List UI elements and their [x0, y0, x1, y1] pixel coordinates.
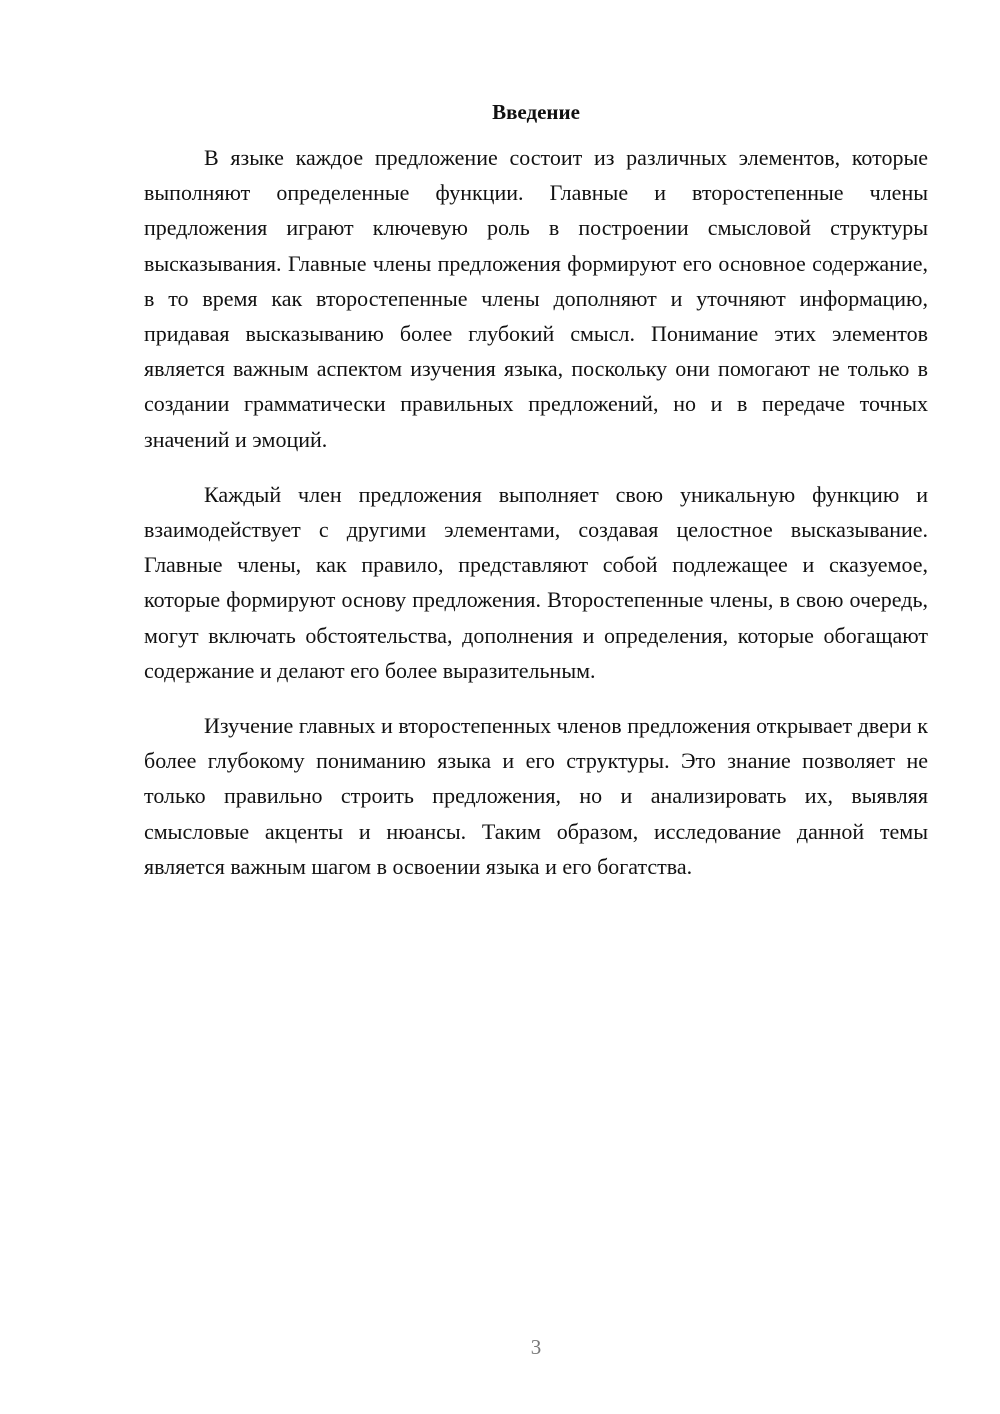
paragraph-2: Каждый член предложения выполняет свою уникальную функцию и взаимодействует с другими элементами, создавая целостное высказывание. Главные члены, как правило, представляют собой подлежащее и сказуемое, которые формируют основу предложения. Второстепенные члены, в свою очередь, могут включать обстоятельства, дополнения и определения, которые обогащают содержание и делают его более выразительным.: [144, 481, 928, 683]
page-number: 3: [530, 1335, 542, 1359]
page-content: [144, 96, 928, 904]
paragraph-3: Изучение главных и второстепенных членов предложения открывает двери к более глубокому пониманию языка и его структуры. Это знание позволяет не только правильно строить предложения, но и анализировать их, выявляя смысловые акценты и нюансы. Таким образом, исследование данной темы является важным шагом в освоении языка и его богатства.: [144, 713, 928, 879]
section-title: Введение: [492, 100, 580, 124]
paragraph-1: В языке каждое предложение состоит из различных элементов, которые выполняют определенные функции. Главные и второстепенные члены предложения играют ключевую роль в построении смысловой структуры высказывания. Главные члены предложения формируют его основное содержание, в то время как второстепенные члены дополняют и уточняют информацию, придавая высказыванию более глубокий смысл. Понимание этих элементов является важным аспектом изучения языка, поскольку они помогают не только в создании грамматически правильных предложений, но и в передаче точных значений и эмоций.: [144, 145, 928, 452]
